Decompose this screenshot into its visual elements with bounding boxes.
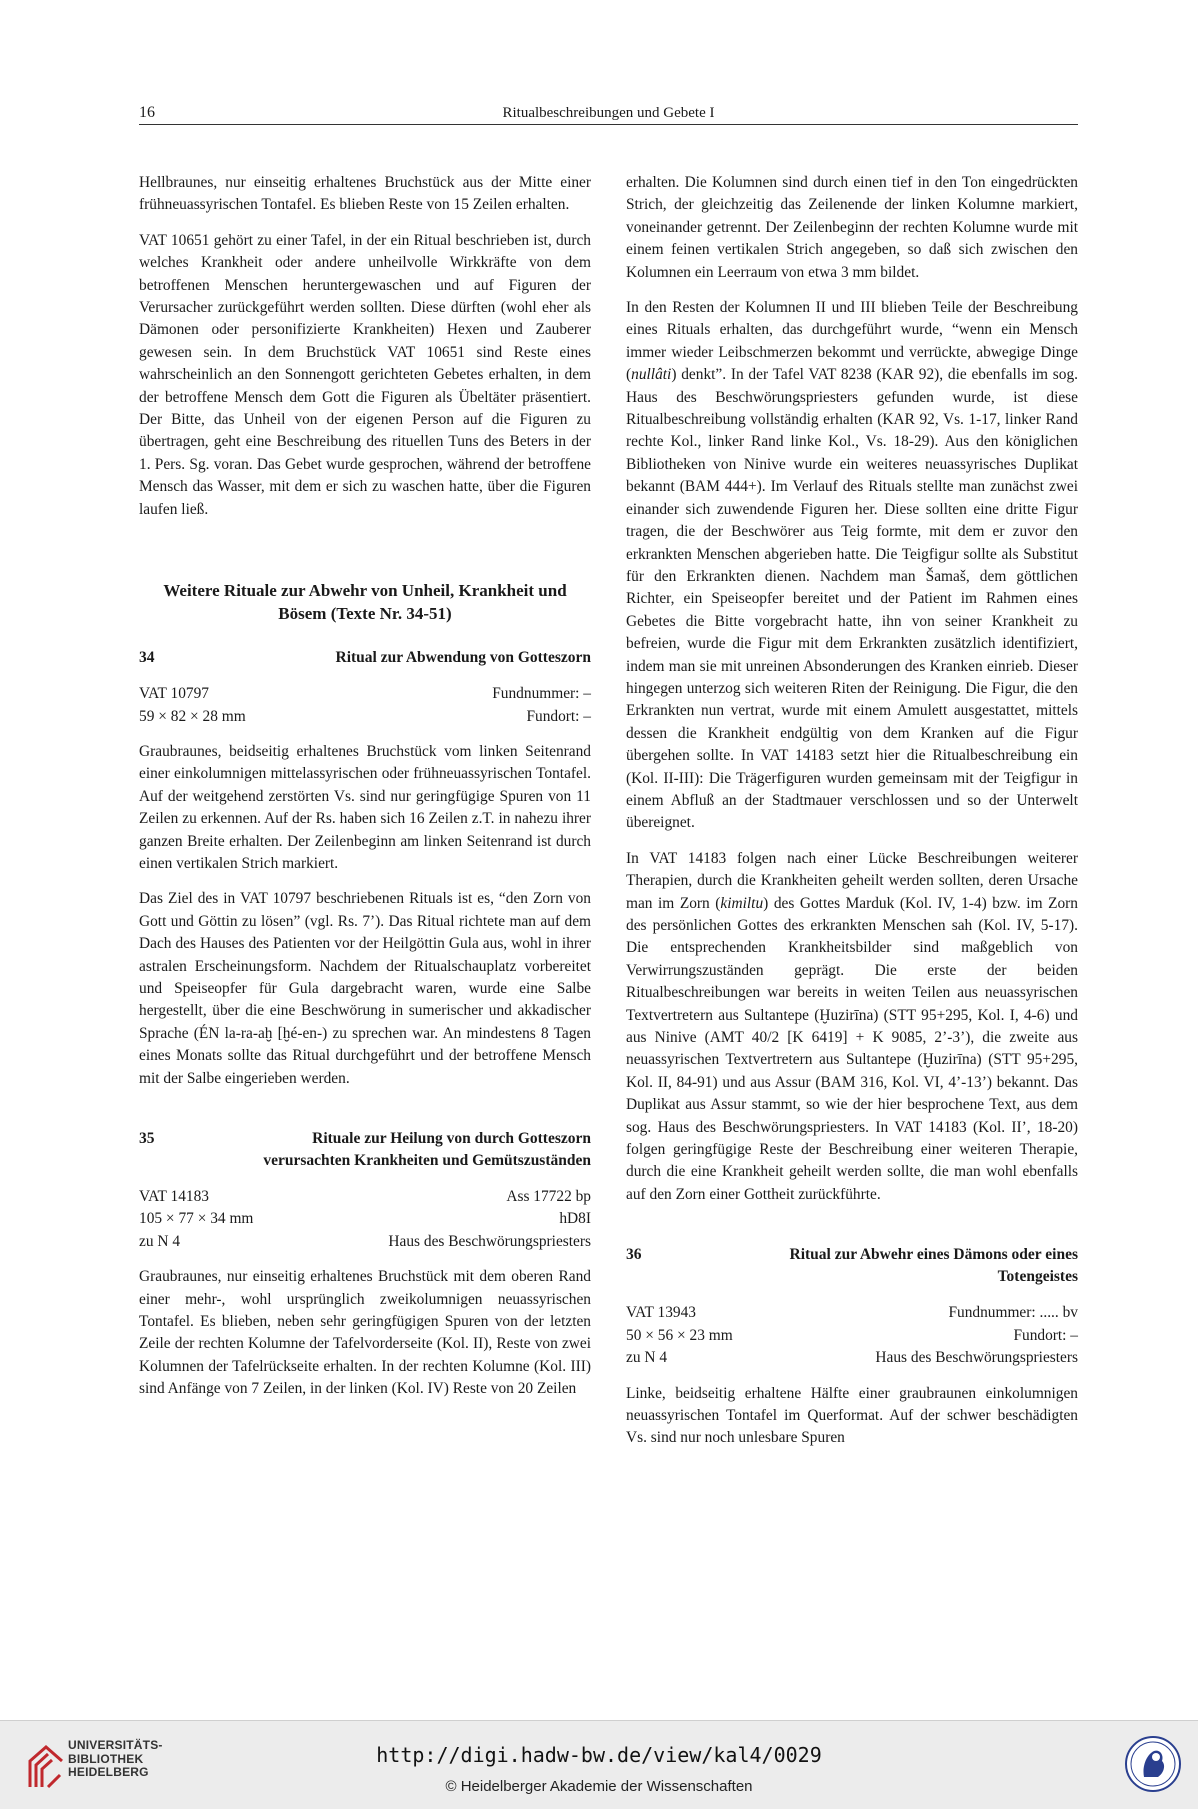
- location-code: hD8I: [559, 1210, 591, 1228]
- entry-title: Rituale zur Heilung von durch Gotteszorn verursachten Krankheiten und Gemütszuständen: [263, 1130, 591, 1169]
- entry-metadata-35: [139, 1186, 591, 1253]
- paragraph: VAT 10651 gehört zu einer Tafel, in der ein Ritual beschrieben ist, durch welches Krankheit oder andere unheilvolle Wirkkräfte von dem betroffenen Menschen heruntergewaschen und auf Figuren der Verursacher zurückgeführt werden sollten. Diese dürften (wohl eher als Dämonen oder personifizierte Krankheiten) Hexen und Zauberer gewesen sein. In dem Bruchstück VAT 10651 sind Reste eines wahrscheinlich an den Sonnengott gerichteten Gebetes erhalten, in dem der betroffene Mensch dem Gott die Figuren als Übeltäter präsentiert. Der Bitte, das Unheil von der eigenen Person auf die Figuren zu übertragen, geht eine Beschreibung des rituellen Tuns des Beters in der 1. Pers. Sg. voran. Das Gebet wurde gesprochen, während der betroffene Mensch das Wasser, mit dem er sich zu waschen hatte, über die Figuren laufen ließ.: [139, 231, 591, 518]
- dimensions: 105 × 77 × 34 mm: [139, 1210, 254, 1228]
- text-run: In VAT 14183 folgen nach einer Lücke Beschreibungen weiterer Therapien, durch die Krankheiten geheilt werden sollten, deren Ursache man im Zorn (: [626, 849, 1078, 912]
- fundort: Fundort: –: [526, 707, 591, 725]
- text-run: ) denkt”. In der Tafel VAT 8238 (KAR 92), die ebenfalls im sog. Haus des Beschwörungspriesters gefunden wurde, ist diese Ritualbeschreibung vollständig erhalten (KAR 92, Vs. 1-17, linker Rand rechte Kol., linker Rand linke Kol., Vs. 18-29). Aus den königlichen Bibliotheken von Ninive wurde ein weiteres neuassyrisches Duplikat bekannt (BAM 444+). Im Verlauf des Rituals stellte man zunächst zwei einander sich zuwendende Figuren her. Diese sollten eine dritte Figur tragen, die der Beschwörer aus Teig formte, mit dem er zuvor den erkrankten Menschen abgerieben hatte. Die Teigfigur sollte als Substitut für den Erkrankten dienen. Nachdem man Šamaš, dem göttlichen Richter, ein Speiseopfer bereitet und der Patient im Rahmen eines Gebetes die Bitte vorgebracht hatte, ihn von seiner Krankheit zu befreien, wurde die Figur mit dem Erkrankten zusätzlich identifiziert, indem man sie mit unreinen Absonderungen des Kranken einrieb. Dieser hingegen unterzog sich weiteren Riten der Reinigung. Die Figur, die den Erkrankten nun vertrat, wurde mit einem Amulett ausgestattet, mittels dessen die Krankheit endgültig von dem Kranken auf die Figur übergehen sollte. In VAT 14183 setzt hier die Ritualbeschreibung ein (Kol. II-III): Die Trägerfiguren wurden gemeinsam mit der Teigfigur in einem Abfluß an der Stadtmauer verschlossen und so der Unterwelt übereignet.: [626, 366, 1078, 832]
- italic-term: nullâti: [631, 366, 672, 384]
- entry-title: Ritual zur Abwehr eines Dämons oder eines Totengeistes: [789, 1246, 1078, 1286]
- viewer-footer: [0, 1720, 1198, 1809]
- left-column: [139, 172, 591, 1414]
- paragraph: Das Ziel des in VAT 10797 beschriebenen Rituals ist es, “den Zorn von Gott und Göttin zu lösen” (vgl. Rs. 7’). Das Ritual richtete man auf dem Dach des Hauses des Patienten vor der Heilgöttin Gula aus, wohl in ihrer astralen Erscheinungsform. Nachdem der Ritualschauplatz vorbereitet und Speiseopfer für Gula dargebracht waren, wurde eine Salbe hergestellt, über die eine Beschwörung in sumerischer und akkadischer Sprache (ÉN la-ra-aḫ [ḫé-en-) zu sprechen war. An mindestens 8 Tagen eines Monats sollte das Ritual durchgeführt und der betroffene Mensch mit der Salbe eingerieben werden.: [139, 890, 591, 1087]
- right-column: [626, 172, 1078, 1463]
- text-run: ) des Gottes Marduk (Kol. IV, 1-4) bzw. im Zorn des persönlichen Gottes des erkrankten Menschen sah (Kol. IV, 5-17). Die entsprechenden Krankheitsbilder sind maßgeblich von Verwirrungszuständen geprägt. Die erste der beiden Ritualbeschreibungen war bereits in weiten Teilen aus neuassyrischen Textvertretern aus Sultantepe (Ḫuzirīna) (STT 95+295, Kol. I, 4-6) und aus Ninive (AMT 40/2 [K 6419] + K 9085, 2’-3’), die zweite aus neuassyrischen Textvertretern aus Sultantepe (Ḫuzirīna) (STT 95+295, Kol. II, 84-91) und aus Assur (BAM 316, Kol. VI, 4’-13’) bekannt. Das Duplikat aus Assur stammt, so wie der hier besprochene Text, aus dem sog. Haus des Beschwörungspriesters. In VAT 14183 (Kol. II’, 18-20) folgen geringfügige Reste der Beschreibung einer weiteren Therapie, durch die eine Krankheit geheilt werden sollte, die man wohl ebenfalls auf den Zorn einer Gottheit zurückführte.: [626, 894, 1078, 1203]
- paragraph: Graubraunes, nur einseitig erhaltenes Bruchstück mit dem oberen Rand einer mehr-, wohl ursprünglich zweikolumnigen neuassyrischen Tontafel. Es blieben, neben sehr geringfügigen Spuren von der letzten Zeile der rechten Kolumne der Tafelvorderseite (Kol. II), Reste von zwei Kolumnen der Tafelrückseite erhalten. In der rechten Kolumne (Kol. III) sind Anfänge von 7 Zeilen, in der linken (Kol. IV) Reste von 20 Zeilen: [139, 1268, 591, 1398]
- entry-metadata-36: [626, 1302, 1078, 1369]
- entry-heading-36: [626, 1244, 1078, 1288]
- paragraph: [626, 848, 1078, 1207]
- library-name-line: BIBLIOTHEK: [68, 1751, 144, 1766]
- dimensions: 50 × 56 × 23 mm: [626, 1326, 733, 1344]
- text-run: In den Resten der Kolumnen II und III blieben Teile der Beschreibung eines Rituals erhalten, das durchgeführt wurde, “wenn ein Mensch immer wieder Leibschmerzen bekommt und verrückte, abwegige Dinge (: [626, 299, 1078, 384]
- reference: zu N 4: [626, 1349, 668, 1367]
- entry-number: 35: [139, 1130, 155, 1147]
- entry-number: 36: [626, 1246, 642, 1264]
- section-heading: Weitere Rituale zur Abwehr von Unheil, Krankheit und Bösem (Texte Nr. 34-51): [163, 581, 567, 624]
- paragraph: erhalten. Die Kolumnen sind durch einen tief in den Ton eingedrückten Strich, der gleichzeitig das Zeilenende der linken Kolumne markiert, voneinander getrennt. Der Zeilenbeginn der rechten Kolumne wurde mit einem feinen vertikalen Strich angegeben, so daß sich zwischen den Kolumnen ein Leerraum von etwa 3 mm bildet.: [626, 174, 1078, 281]
- paragraph: Linke, beidseitig erhaltene Hälfte einer graubraunen einkolumnigen neuassyrischen Tontafel im Querformat. Auf der schwer beschädigten Vs. sind nur noch unlesbare Spuren: [626, 1384, 1078, 1447]
- museum-number: VAT 13943: [626, 1304, 696, 1322]
- reference: zu N 4: [139, 1232, 181, 1250]
- fundnummer: Fundnummer: –: [492, 685, 591, 703]
- entry-number: 34: [139, 649, 155, 667]
- excavation-number: Ass 17722 bp: [506, 1188, 591, 1205]
- findspot: Haus des Beschwörungspriesters: [388, 1232, 591, 1250]
- findspot: Haus des Beschwörungspriesters: [875, 1349, 1078, 1367]
- academy-seal-icon[interactable]: [1124, 1735, 1182, 1793]
- library-name-line: UNIVERSITÄTS-: [68, 1738, 163, 1752]
- library-name-line: HEIDELBERG: [68, 1765, 149, 1779]
- permalink-url[interactable]: http://digi.hadw-bw.de/view/kal4/0029: [376, 1743, 822, 1767]
- copyright-notice: © Heidelberger Akademie der Wissenschaften: [445, 1778, 753, 1795]
- paragraph: Graubraunes, beidseitig erhaltenes Bruchstück vom linken Seitenrand einer einkolumnigen mittelassyrischen oder frühneuassyrischen Tontafel. Auf der weitgehend zerstörten Vs. sind nur geringfügige Spuren von 11 Zeilen zu erkennen. Auf der Rs. haben sich 16 Zeilen z.T. in nahezu ihrer ganzen Breite erhalten. Der Zeilenbeginn am linken Seitenrand ist durch einen vertikalen Strich markiert.: [139, 742, 591, 872]
- entry-heading-35: [139, 1128, 591, 1172]
- paragraph: Hellbraunes, nur einseitig erhaltenes Bruchstück aus der Mitte einer frühneuassyrischen Tontafel. Es blieben Reste von 15 Zeilen erhalten.: [139, 174, 591, 214]
- page-number: 16: [139, 104, 155, 121]
- entry-metadata-34: [139, 683, 591, 728]
- museum-number: VAT 10797: [139, 685, 209, 703]
- entry-heading-34: [139, 647, 591, 669]
- dimensions: 59 × 82 × 28 mm: [139, 707, 246, 725]
- running-title: Ritualbeschreibungen und Gebete I: [502, 105, 715, 121]
- fundort: Fundort: –: [1013, 1326, 1078, 1344]
- paragraph: [626, 297, 1078, 835]
- fundnummer: Fundnummer: ..... bv: [948, 1304, 1078, 1322]
- running-header: [139, 102, 1078, 125]
- museum-number: VAT 14183: [139, 1188, 209, 1205]
- entry-title: Ritual zur Abwendung von Gotteszorn: [335, 649, 591, 667]
- italic-term: kimiltu: [720, 894, 764, 912]
